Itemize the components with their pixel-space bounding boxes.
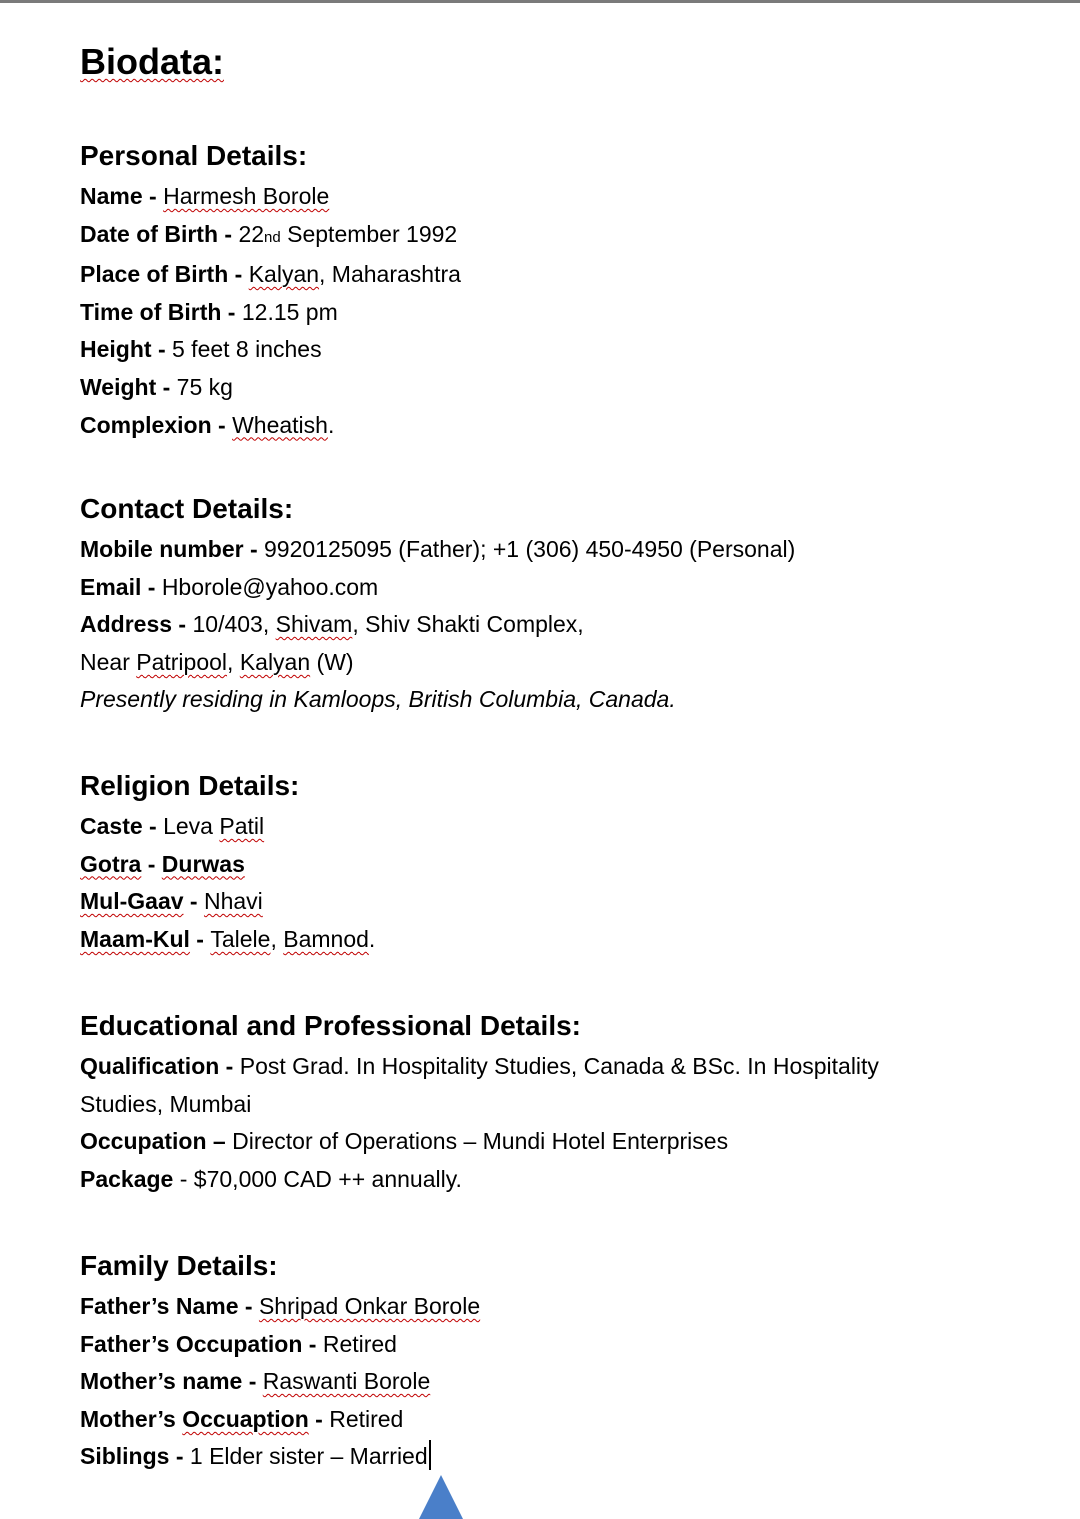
father-name-row: Father’s Name - Shripad Onkar Borole — [80, 1293, 481, 1319]
tob-row: Time of Birth - 12.15 pm — [80, 298, 338, 325]
mobile-row: Mobile number - 9920125095 (Father); +1 (306) 450-4950 (Personal) — [80, 536, 796, 562]
name-value: Harmesh Borole — [163, 183, 330, 209]
family-details-section — [80, 1246, 1040, 1476]
family-details-heading: Family Details: — [80, 1250, 278, 1281]
siblings-row: Siblings - 1 Elder sister – Married — [80, 1438, 1040, 1476]
document-title: Biodata: — [80, 41, 224, 82]
caste-row: Caste - Leva Patil — [80, 813, 265, 839]
weight-row: Weight - 75 kg — [80, 373, 233, 400]
father-occupation-row: Father’s Occupation - Retired — [80, 1330, 397, 1357]
education-details-section — [80, 1006, 1040, 1198]
contact-details-section — [80, 489, 1040, 719]
mulgaav-row: Mul-Gaav - Nhavi — [80, 888, 263, 915]
residing-line: Presently residing in Kamloops, British Columbia, Canada. — [80, 686, 676, 713]
address-line2: Near Patripool, Kalyan (W) — [80, 648, 354, 675]
top-border — [0, 0, 1080, 3]
mother-occupation-row: Mother’s Occuaption - Retired — [80, 1405, 404, 1432]
personal-details-section — [80, 136, 1040, 444]
height-row: Height - 5 feet 8 inches — [80, 336, 322, 363]
qualification-row: Qualification - Post Grad. In Hospitality Studies, Canada & BSc. In Hospitality Studies, Mumbai — [80, 1053, 879, 1117]
dob-row: Date of Birth - 22nd September 1992 — [80, 220, 458, 247]
education-details-heading: Educational and Professional Details: — [80, 1010, 582, 1041]
email-row: Email - Hborole@yahoo.com — [80, 573, 379, 600]
package-row: Package - $70,000 CAD ++ annually. — [80, 1165, 462, 1192]
maamkul-row: Maam-Kul - Talele, Bamnod. — [80, 925, 376, 952]
address-row: Address - 10/403, Shivam, Shiv Shakti Complex, — [80, 611, 584, 638]
pob-row: Place of Birth - Kalyan, Maharashtra — [80, 261, 461, 288]
gotra-row: Gotra - Durwas — [80, 850, 245, 877]
selection-handle[interactable] — [419, 1475, 463, 1519]
complexion-row: Complexion - Wheatish. — [80, 411, 335, 438]
name-row: Name - Harmesh Borole — [80, 183, 330, 209]
religion-details-heading: Religion Details: — [80, 770, 300, 801]
occupation-row: Occupation – Director of Operations – Mundi Hotel Enterprises — [80, 1128, 729, 1155]
contact-details-heading: Contact Details: — [80, 493, 294, 524]
religion-details-section — [80, 766, 1040, 958]
personal-details-heading: Personal Details: — [80, 140, 308, 171]
mother-name-row: Mother’s name - Raswanti Borole — [80, 1368, 431, 1395]
text-cursor — [429, 1440, 431, 1470]
